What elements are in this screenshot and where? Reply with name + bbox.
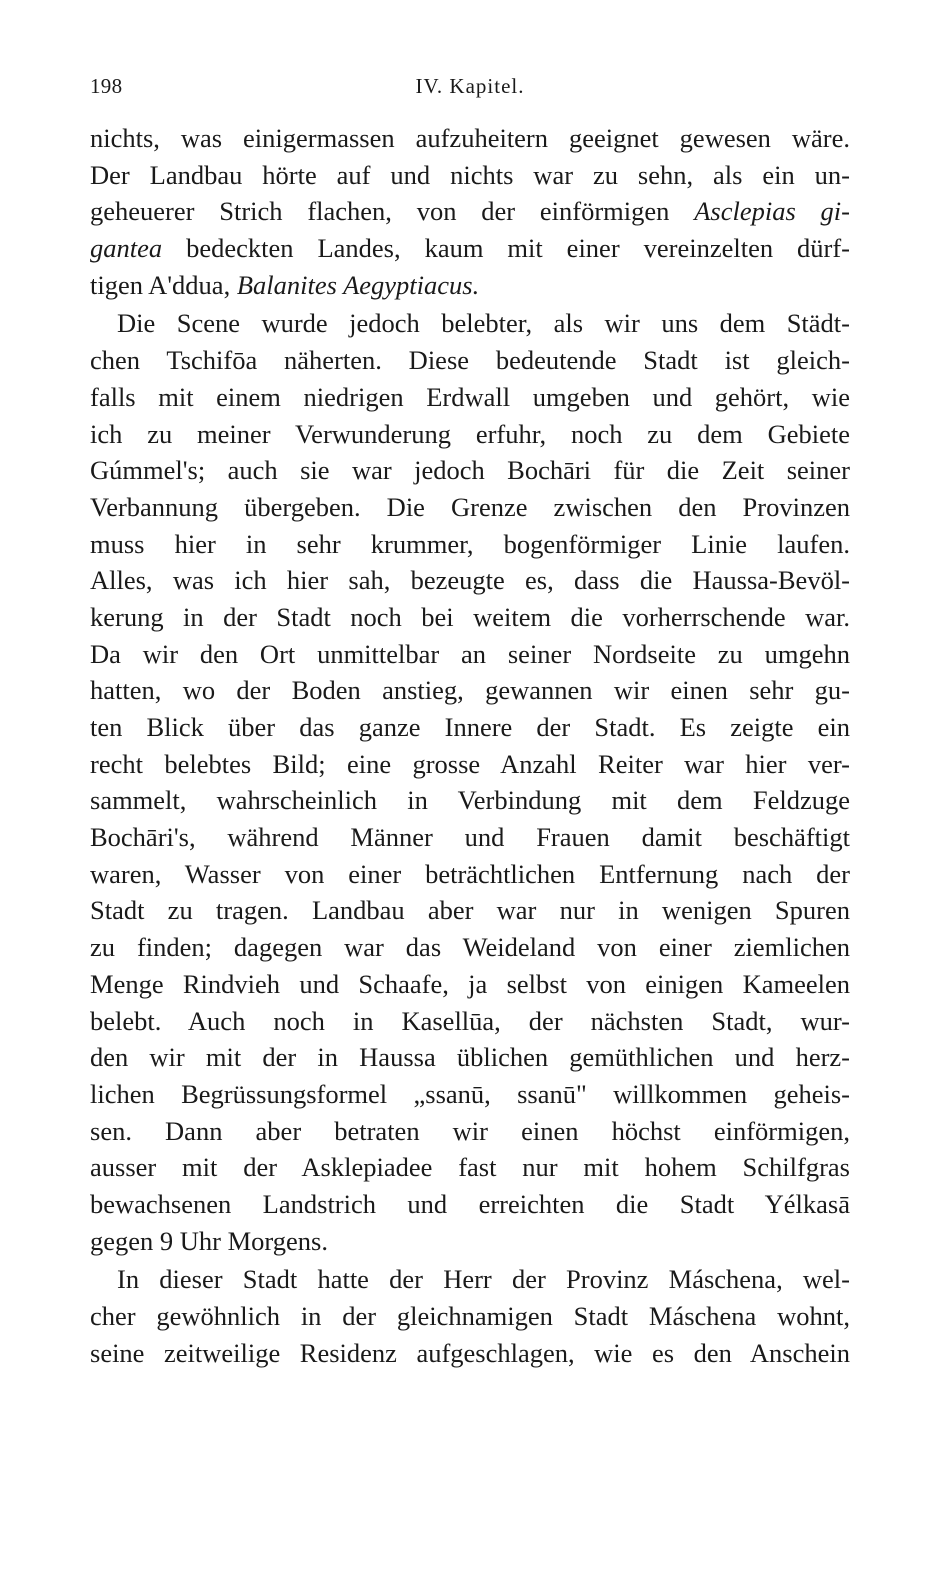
text-line: ich zu meiner Verwunderung erfuhr, noch zu dem Gebiete (90, 418, 850, 449)
page-header (90, 68, 850, 104)
text-line: gegen 9 Uhr Morgens. (90, 1225, 328, 1256)
text-line: tigen A'ddua, Balanites Aegyptiacus. (90, 269, 480, 300)
text-line: Menge Rindvieh und Schaafe, ja selbst von einigen Kameelen (90, 968, 850, 999)
text-line: ten Blick über das ganze Innere der Stadt. Es zeigte ein (90, 712, 850, 742)
text-line: nichts, was einigermassen aufzuheitern geeignet gewesen wäre. (90, 123, 850, 153)
text-line: muss hier in sehr krummer, bogenförmiger Linie laufen. (90, 528, 850, 559)
text-line: ausser mit der Asklepiadee fast nur mit hohem Schilfgras (90, 1152, 850, 1183)
page-number: 198 (90, 74, 123, 98)
italic-term: Asclepias gi- (694, 196, 850, 227)
text-line: lichen Begrüssungsformel „ssanū, ssanū" willkommen geheis- (90, 1078, 850, 1109)
text-line: Verbannung übergeben. Die Grenze zwischen den Provinzen (90, 491, 850, 522)
text-line: chen Tschifōa näherten. Diese bedeutende Stadt ist gleich- (90, 345, 850, 376)
text-line: waren, Wasser von einer beträchtlichen Entfernung nach der (90, 858, 850, 889)
italic-term: gantea (90, 233, 163, 264)
text-line: geheuerer Strich flachen, von der einförmigen Asclepias gi- (90, 196, 850, 227)
text-line: hatten, wo der Boden anstieg, gewannen wir einen sehr gu- (90, 675, 850, 706)
text-line: Da wir den Ort unmittelbar an seiner Nordseite zu umgehn (90, 638, 850, 669)
text-line: Alles, was ich hier sah, bezeugte es, dass die Haussa-Bevöl- (90, 565, 850, 596)
paragraph-start-line: In dieser Stadt hatte der Herr der Provinz Máschena, wel- (117, 1264, 850, 1295)
text-line: bewachsenen Landstrich und erreichten die Stadt Yélkasā (90, 1188, 850, 1219)
running-head: IV. Kapitel. (415, 74, 525, 98)
text-line: sammelt, wahrscheinlich in Verbindung mit dem Feldzuge (90, 785, 850, 816)
text-line: Gúmmel's; auch sie war jedoch Bochāri für die Zeit seiner (90, 455, 850, 486)
text-line: sen. Dann aber betraten wir einen höchst einförmigen, (90, 1115, 850, 1146)
paragraph-start-line: Die Scene wurde jedoch belebter, als wir uns dem Städt- (117, 308, 850, 339)
text-line: zu finden; dagegen war das Weideland von einer ziemlichen (90, 932, 850, 963)
text-line: falls mit einem niedrigen Erdwall umgeben und gehört, wie (90, 381, 850, 412)
text-line: kerung in der Stadt noch bei weitem die vorherrschende war. (90, 601, 850, 632)
text-line: belebt. Auch noch in Kasellūa, der nächsten Stadt, wur- (90, 1005, 850, 1036)
text-line: cher gewöhnlich in der gleichnamigen Stadt Máschena wohnt, (90, 1301, 850, 1331)
text-line: Stadt zu tragen. Landbau aber war nur in wenigen Spuren (90, 895, 850, 926)
text-line: seine zeitweilige Residenz aufgeschlagen, wie es den Anschein (90, 1337, 850, 1368)
text-line: gantea bedeckten Landes, kaum mit einer vereinzelten dürf- (90, 233, 851, 264)
text-line: recht belebtes Bild; eine grosse Anzahl Reiter war hier ver- (90, 748, 850, 779)
italic-term: Balanites Aegyptiacus. (236, 269, 480, 300)
body-text (90, 120, 850, 1371)
text-line: Bochāri's, während Männer und Frauen damit beschäftigt (90, 822, 850, 853)
text-line: Der Landbau hörte auf und nichts war zu sehn, als ein un- (90, 159, 850, 190)
text-line: den wir mit der in Haussa üblichen gemüthlichen und herz- (90, 1042, 850, 1073)
